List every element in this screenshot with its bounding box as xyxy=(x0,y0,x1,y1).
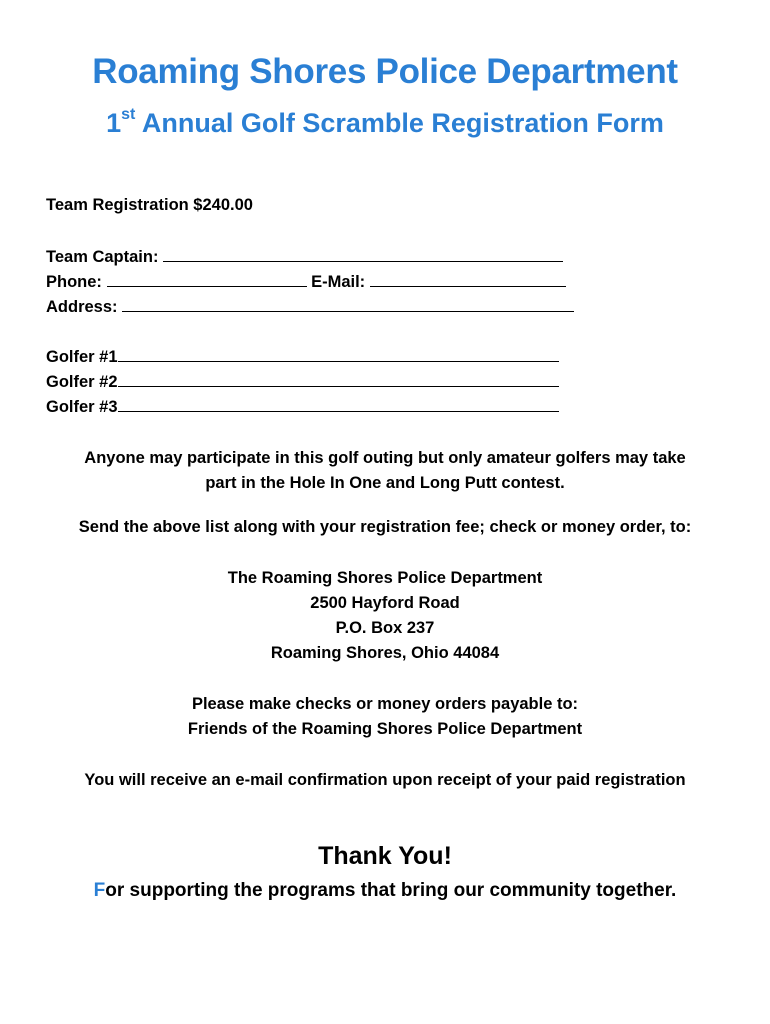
golfer-1-field[interactable] xyxy=(118,347,559,362)
address-field[interactable] xyxy=(122,297,574,312)
team-captain-field[interactable] xyxy=(163,247,563,262)
address-line: 2500 Hayford Road xyxy=(310,594,460,612)
tagline-text: or supporting the programs that bring our community together. xyxy=(105,880,677,901)
email-label: E-Mail: xyxy=(306,273,370,291)
closing-tagline xyxy=(0,880,770,902)
golfer-2-row xyxy=(46,372,559,392)
page-title: Roaming Shores Police Department xyxy=(92,52,678,91)
golfer-3-label: Golfer #3 xyxy=(46,398,118,416)
subtitle-ordinal: 1 xyxy=(106,108,122,138)
subtitle-ordinal-suffix: st xyxy=(121,106,136,123)
thank-you-heading: Thank You! xyxy=(318,842,452,870)
payable-line-2: Friends of the Roaming Shores Police Department xyxy=(187,720,583,738)
send-instructions: Send the above list along with your registration fee; check or money order, to: xyxy=(78,518,692,536)
golfer-3-field[interactable] xyxy=(118,397,559,412)
phone-field[interactable] xyxy=(107,272,307,287)
email-field[interactable] xyxy=(370,272,566,287)
confirmation-note: You will receive an e-mail confirmation upon receipt of your paid registration xyxy=(84,771,686,789)
team-captain-row xyxy=(46,247,563,267)
golfer-1-row xyxy=(46,347,559,367)
payable-to-note xyxy=(40,692,730,742)
golfer-3-row xyxy=(46,397,559,417)
address-line: The Roaming Shores Police Department xyxy=(227,569,543,587)
address-label: Address: xyxy=(46,298,123,316)
golfer-2-label: Golfer #2 xyxy=(46,373,118,391)
golfer-1-label: Golfer #1 xyxy=(46,348,118,366)
team-registration-fee: Team Registration $240.00 xyxy=(46,196,253,214)
payable-line-1: Please make checks or money orders payable to: xyxy=(191,695,579,713)
address-line: Roaming Shores, Ohio 44084 xyxy=(270,644,500,662)
tagline-first-letter: F xyxy=(93,880,106,901)
eligibility-line-1: Anyone may participate in this golf outing but only amateur golfers may take xyxy=(84,449,686,467)
address-line: P.O. Box 237 xyxy=(335,619,435,637)
eligibility-note xyxy=(40,446,730,496)
subtitle-text: Annual Golf Scramble Registration Form xyxy=(135,108,664,138)
team-captain-label: Team Captain: xyxy=(46,248,164,266)
phone-email-row xyxy=(46,272,566,292)
eligibility-line-2: part in the Hole In One and Long Putt contest. xyxy=(205,474,565,492)
golfer-2-field[interactable] xyxy=(118,372,559,387)
address-row xyxy=(46,297,574,317)
mailing-address xyxy=(40,566,730,666)
form-subtitle xyxy=(0,108,770,139)
phone-label: Phone: xyxy=(46,273,107,291)
